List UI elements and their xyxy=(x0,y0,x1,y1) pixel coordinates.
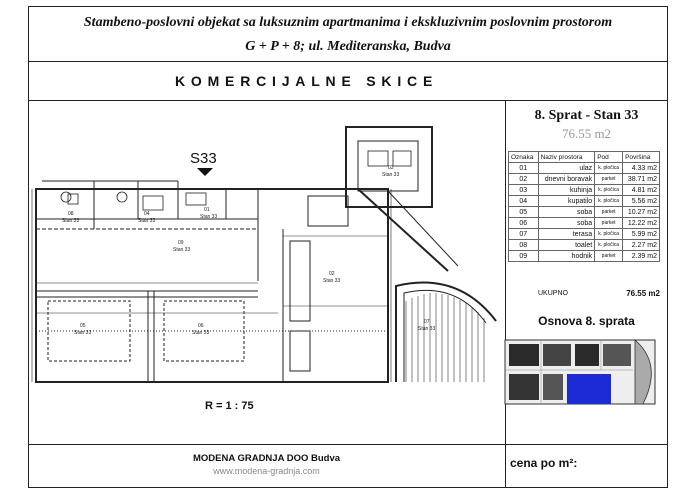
table-row xyxy=(509,174,660,185)
room-name: dnevni boravak xyxy=(538,174,595,185)
svg-text:01: 01 xyxy=(204,207,210,213)
room-code: 05 xyxy=(509,207,539,218)
room-code: 01 xyxy=(509,163,539,174)
table-row xyxy=(509,185,660,196)
floor-plan xyxy=(28,101,505,444)
column-header: Naziv prostora xyxy=(538,152,595,163)
column-header: Oznaka xyxy=(509,152,539,163)
column-header: Površina xyxy=(623,152,660,163)
svg-text:04: 04 xyxy=(144,211,150,217)
apartment-label: S33 xyxy=(190,150,217,167)
room-area: 38.71 m2 xyxy=(623,174,660,185)
room-area: 5.99 m2 xyxy=(623,229,660,240)
svg-text:Stan 33: Stan 33 xyxy=(74,330,92,336)
room-floor: parket xyxy=(595,174,623,185)
svg-text:Stan 33: Stan 33 xyxy=(192,330,210,336)
room-floor: k. pločica xyxy=(595,163,623,174)
svg-text:Stan 33: Stan 33 xyxy=(200,214,218,220)
room-floor: k. pločica xyxy=(595,240,623,251)
room-floor: k. pločica xyxy=(595,185,623,196)
svg-text:Stan 33: Stan 33 xyxy=(382,172,400,178)
rooms-table xyxy=(508,151,660,262)
company-name: MODENA GRADNJA DOO Budva xyxy=(192,453,341,464)
room-area: 4.33 m2 xyxy=(623,163,660,174)
document-header xyxy=(28,6,668,62)
room-name: terasa xyxy=(538,229,595,240)
room-name: hodnik xyxy=(538,251,595,262)
room-code: 04 xyxy=(509,196,539,207)
footer-divider xyxy=(28,444,668,445)
room-floor: k. pločica xyxy=(595,196,623,207)
svg-text:03: 03 xyxy=(388,165,394,171)
room-area: 10.27 m2 xyxy=(623,207,660,218)
room-area: 5.56 m2 xyxy=(623,196,660,207)
header-subtitle: G + P + 8; ul. Mediteranska, Budva xyxy=(245,39,451,54)
room-floor: k. pločica xyxy=(595,229,623,240)
company-url[interactable]: www.modena-gradnja.com xyxy=(213,466,320,476)
floor-title: 8. Sprat - Stan 33 xyxy=(534,108,639,123)
price-label: cena po m²: xyxy=(510,456,578,470)
room-area: 12.22 m2 xyxy=(623,218,660,229)
table-row xyxy=(509,251,660,262)
svg-text:Stan 33: Stan 33 xyxy=(323,278,341,284)
table-row xyxy=(509,229,660,240)
room-name: toalet xyxy=(538,240,595,251)
floor-minimap xyxy=(503,334,665,410)
room-code: 02 xyxy=(509,174,539,185)
table-row xyxy=(509,196,660,207)
room-floor: parket xyxy=(595,207,623,218)
unit-area: 76.55 m2 xyxy=(561,126,612,141)
minimap-title: Osnova 8. sprata xyxy=(538,314,635,328)
table-row xyxy=(509,207,660,218)
table-row xyxy=(509,240,660,251)
room-name: soba xyxy=(538,207,595,218)
table-row xyxy=(509,218,660,229)
svg-text:05: 05 xyxy=(80,323,86,329)
total-row xyxy=(508,287,660,301)
svg-text:Stan 33: Stan 33 xyxy=(173,247,191,253)
room-code: 08 xyxy=(509,240,539,251)
svg-text:07: 07 xyxy=(424,319,430,325)
column-header: Pod xyxy=(595,152,623,163)
svg-text:09: 09 xyxy=(178,240,184,246)
column-divider xyxy=(505,101,506,488)
room-name: soba xyxy=(538,218,595,229)
room-area: 2.39 m2 xyxy=(623,251,660,262)
room-code: 09 xyxy=(509,251,539,262)
svg-text:08: 08 xyxy=(68,211,74,217)
scale-label: R = 1 : 75 xyxy=(205,400,254,412)
svg-text:Stan 33: Stan 33 xyxy=(62,218,80,224)
room-area: 4.81 m2 xyxy=(623,185,660,196)
room-code: 03 xyxy=(509,185,539,196)
room-name: ulaz xyxy=(538,163,595,174)
total-value: 76.55 m2 xyxy=(626,289,660,298)
entrance-arrow-icon xyxy=(197,168,213,176)
table-header-row xyxy=(509,152,660,163)
room-name: kupatilo xyxy=(538,196,595,207)
svg-text:Stan 33: Stan 33 xyxy=(418,326,436,332)
room-floor: parket xyxy=(595,218,623,229)
room-name: kuhinja xyxy=(538,185,595,196)
total-label: UKUPNO xyxy=(538,290,568,297)
section-title: KOMERCIJALNE SKICE xyxy=(175,73,439,89)
room-code: 07 xyxy=(509,229,539,240)
svg-text:06: 06 xyxy=(198,323,204,329)
room-floor: parket xyxy=(595,251,623,262)
header-title: Stambeno-poslovni objekat sa luksuznim apartmanima i ekskluzivnim poslovnim prostorom xyxy=(83,15,613,30)
section-bar xyxy=(28,62,668,101)
svg-text:Stan 33: Stan 33 xyxy=(138,218,156,224)
room-area: 2.27 m2 xyxy=(623,240,660,251)
room-code: 06 xyxy=(509,218,539,229)
table-row xyxy=(509,163,660,174)
svg-text:02: 02 xyxy=(329,271,335,277)
